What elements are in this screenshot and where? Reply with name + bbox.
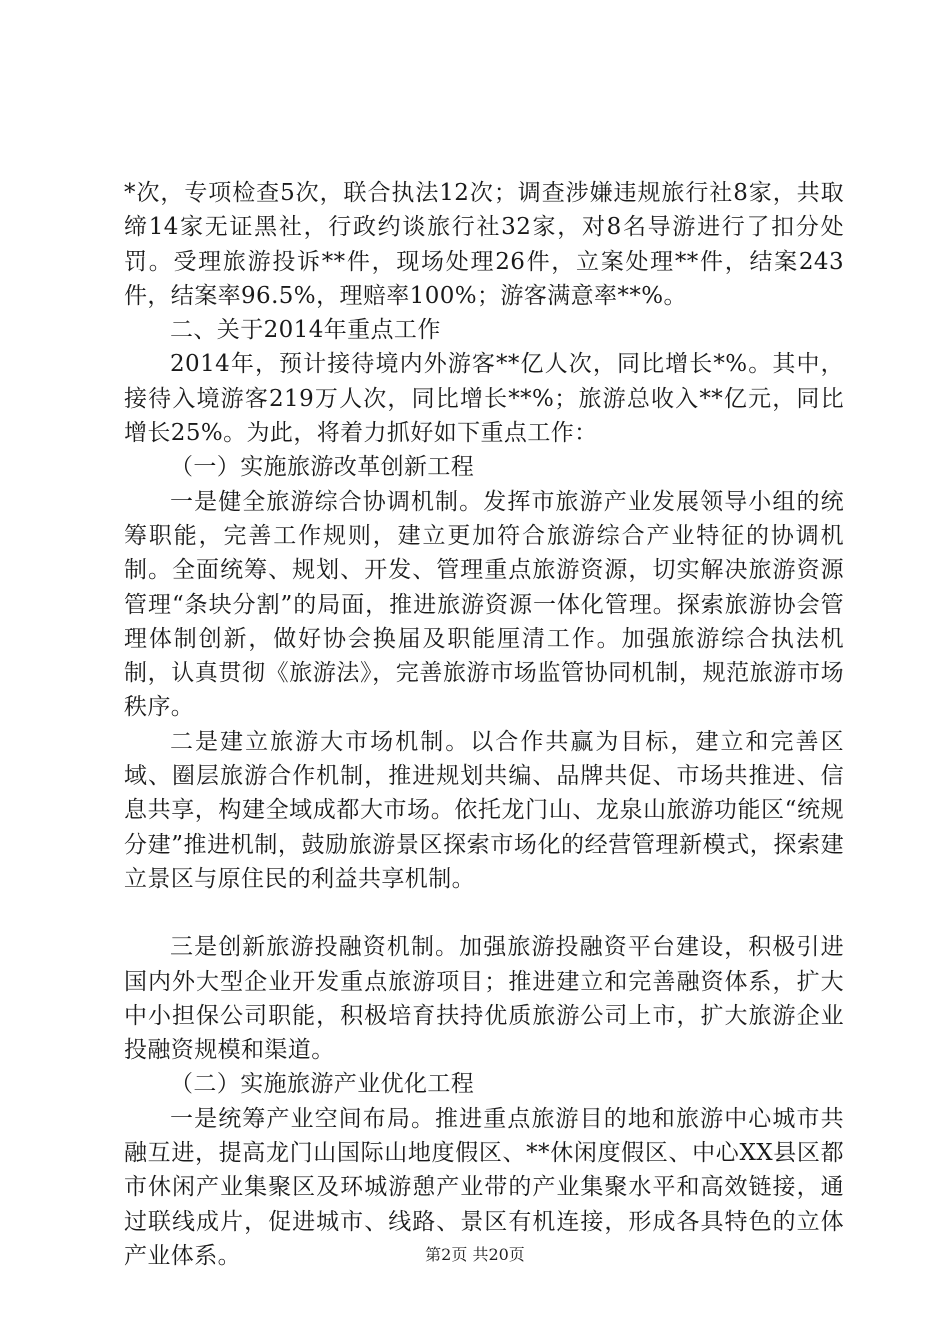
paragraph-2014-forecast: 2014年，预计接待境内外游客**亿人次，同比增长*%。其中，接待入境游客219万人次，同比增长**%；旅游总收入**亿元，同比增长25%。为此，将着力抓好如下重点工作： [124,351,844,447]
paragraph-spatial-layout: 一是统筹产业空间布局。推进重点旅游目的地和旅游中心城市共融互进，提高龙门山国际山地度假区、**休闲度假区、中心XX县区都市休闲产业集聚区及环城游憩产业带的产业集聚水平和高效链接，通过联线成片，促进城市、线路、景区有机连接，形成各具特色的立体产业体系。 [124,1105,844,1269]
document-body [124,176,844,1273]
page-footer [0,1242,950,1265]
subsection-heading-optimization: （二）实施旅游产业优化工程 [170,1071,475,1098]
paragraph-enforcement-stats: *次，专项检查5次，联合执法12次；调查涉嫌违规旅行社8家，共取缔14家无证黑社，行政约谈旅行社32家，对8名导游进行了扣分处罚。受理旅游投诉**件，现场处理26件，立案处理**件，结案243件，结案率96.5%，理赔率100%；游客满意率**%。 [124,180,844,309]
section-heading-2014-key-work: 二、关于2014年重点工作 [170,317,441,344]
page-number-label: 第2页 共20页 [425,1245,525,1264]
paragraph-market-mechanism: 二是建立旅游大市场机制。以合作共赢为目标，建立和完善区域、圈层旅游合作机制，推进规划共编、品牌共促、市场共推进、信息共享，构建全域成都大市场。依托龙门山、龙泉山旅游功能区“统规分建”推进机制，鼓励旅游景区探索市场化的经营管理新模式，探索建立景区与原住民的利益共享机制。 [124,728,844,892]
paragraph-financing-mechanism: 三是创新旅游投融资机制。加强旅游投融资平台建设，积极引进国内外大型企业开发重点旅游项目；推进建立和完善融资体系，扩大中小担保公司职能，积极培育扶持优质旅游公司上市，扩大旅游企业投融资规模和渠道。 [124,934,844,1064]
subsection-heading-reform: （一）实施旅游改革创新工程 [170,454,475,481]
paragraph-coordination-mechanism: 一是健全旅游综合协调机制。发挥市旅游产业发展领导小组的统筹职能，完善工作规则，建立更加符合旅游综合产业特征的协调机制。全面统筹、规划、开发、管理重点旅游资源，切实解决旅游资源管理“条块分割”的局面，推进旅游资源一体化管理。探索旅游协会管理体制创新，做好协会换届及职能厘清工作。加强旅游综合执法机制，认真贯彻《旅游法》，完善旅游市场监管协同机制，规范旅游市场秩序。 [124,488,844,721]
